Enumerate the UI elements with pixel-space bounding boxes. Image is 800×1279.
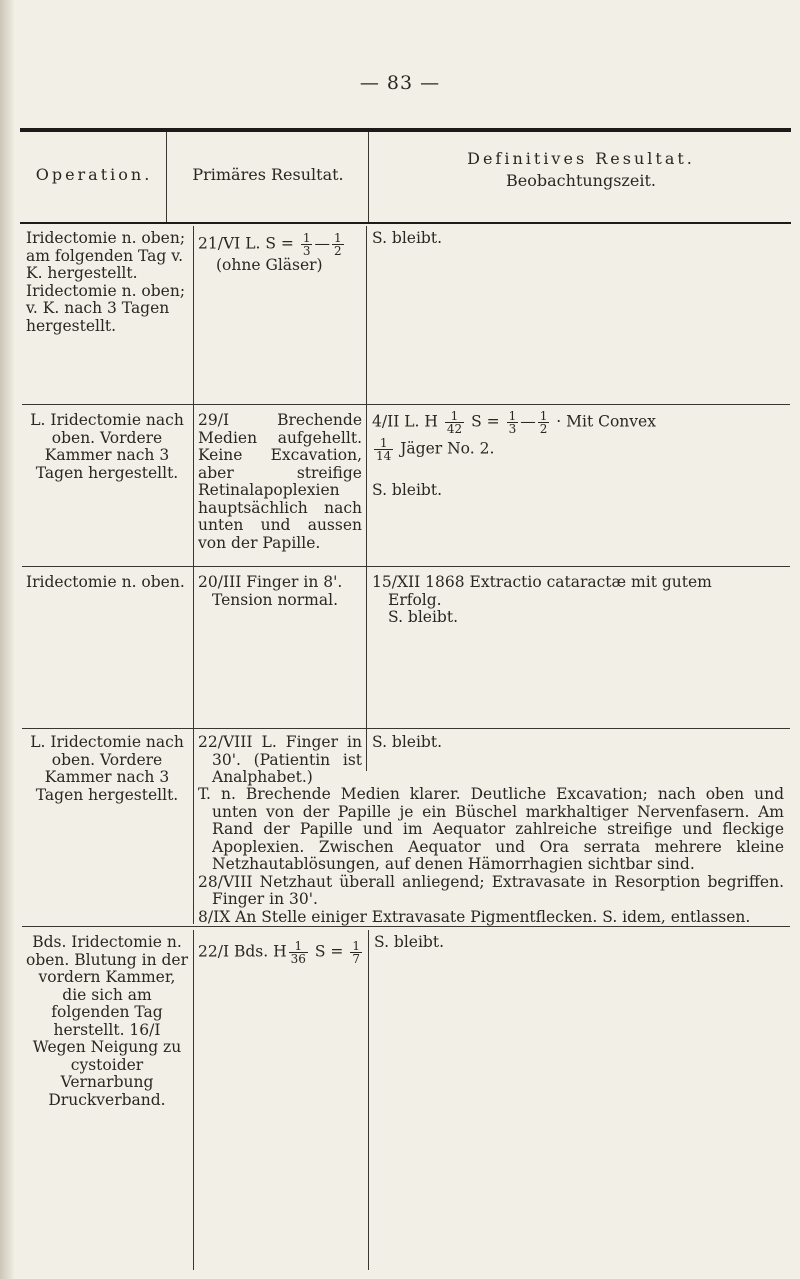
row4-note-1: T. n. Brechende Medien klarer. Deutliche Excavation; nach oben und unten von der Papille je ein Büschel markhaltiger Nervenfasern. Am Rand der Papille und im Aequator zahlreiche streifige und fleckige Apoplexien. Zwischen Aequator und Ora serrata mehrere kleine Netzhautablösungen, auf denen Hämorrhagien sichtbar sind.: [198, 785, 784, 873]
fraction-numerator: 1: [508, 409, 517, 423]
header-definitive-title: Definitives Resultat.: [467, 149, 695, 168]
row3-operation: Iridectomie n. oben.: [26, 573, 185, 591]
column-divider: [366, 226, 367, 731]
row1-primary-note: (ohne Gläser): [216, 256, 323, 274]
row-separator: [22, 728, 790, 729]
row-separator: [22, 566, 790, 567]
row4-primary: 22/VIII L. Finger in 30'. (Patientin ist Analphabet.): [198, 733, 362, 786]
fraction: [374, 437, 393, 462]
row3-definitive-line3: S. bleibt.: [388, 608, 459, 626]
fraction: [332, 232, 344, 257]
fraction: [350, 940, 362, 965]
fraction-denominator: 7: [352, 952, 360, 966]
column-divider: [368, 930, 369, 1270]
row3-primary-wrap: [198, 574, 362, 609]
row1-primary: [198, 232, 362, 275]
fraction-numerator: 1: [539, 409, 548, 423]
row4-note-3: 8/IX An Stelle einiger Extravasate Pigmentflecken. S. idem, entlassen.: [198, 907, 751, 926]
row3-definitive: [372, 574, 786, 627]
fraction: [289, 940, 308, 965]
row3-primary: 20/III Finger in 8'. Tension normal.: [198, 573, 343, 609]
page-number: — 83 —: [359, 72, 441, 94]
row1-primary-acuity: [198, 232, 362, 257]
fraction-denominator: 3: [302, 244, 311, 258]
row2-def-jaeger: Jäger No. 2.: [400, 439, 495, 458]
fraction-numerator: 1: [289, 940, 308, 953]
row1-definitive: S. bleibt.: [372, 229, 443, 247]
row4-note-2: 28/VIII Netzhaut überall anliegend; Extravasate in Resorption begriffen. Finger in 30'.: [198, 872, 784, 908]
row5-primary-s: S =: [314, 942, 344, 961]
fraction: [538, 410, 550, 435]
fraction-denominator: 36: [290, 952, 306, 966]
row2-definitive-line2: [372, 437, 786, 462]
header-primary-result: Primäres Resultat.: [192, 165, 344, 184]
fraction-denominator: 2: [539, 422, 548, 436]
fraction-numerator: 1: [302, 231, 311, 245]
row3-definitive-line1: 15/XII 1868 Extractio cataractæ mit gutem: [372, 573, 712, 591]
row1-operation: Iridectomie n. oben; am folgenden Tag v. K. hergestellt. Iridectomie n. oben; v. K. nach 3 Tagen hergestellt.: [26, 229, 186, 335]
header-observation-time: Beobachtungszeit.: [506, 171, 656, 190]
row4-notes: [198, 786, 784, 926]
row1-primary-prefix: 21/VI L. S =: [198, 234, 294, 253]
fraction-denominator: 14: [376, 449, 392, 463]
row2-def-s: S =: [471, 412, 500, 431]
fraction-denominator: 42: [446, 422, 463, 436]
column-divider: [368, 132, 369, 222]
fraction-denominator: 2: [333, 244, 342, 258]
fraction: [445, 410, 464, 435]
fraction-numerator: 1: [445, 410, 464, 423]
top-rule: [20, 128, 791, 132]
row2-def-convex: · Mit Convex: [556, 412, 656, 431]
row-separator: [22, 926, 790, 927]
row4-operation: L. Iridectomie nach oben. Vordere Kammer nach 3 Tagen hergestellt.: [30, 733, 184, 804]
column-divider: [166, 132, 167, 222]
row4-definitive: S. bleibt.: [372, 733, 443, 751]
fraction-numerator: 1: [333, 231, 342, 245]
row2-operation: L. Iridectomie nach oben. Vordere Kammer nach 3 Tagen hergestellt.: [30, 411, 184, 482]
minus-sign: —: [520, 412, 536, 431]
row2-def-prefix: 4/II L. H: [372, 412, 438, 431]
row2-definitive-line3: S. bleibt.: [372, 481, 443, 499]
column-divider: [366, 731, 367, 771]
fraction-numerator: 1: [352, 939, 360, 953]
column-divider: [193, 226, 194, 924]
row-separator: [22, 404, 790, 405]
row5-primary-prefix: 22/I Bds. H: [198, 942, 287, 961]
header-definitive: [372, 148, 790, 192]
minus-sign: —: [314, 234, 330, 253]
fraction: [507, 410, 519, 435]
row5-operation: Bds. Iridectomie n. oben. Blutung in der vordern Kammer, die sich am folgenden Tag herstellt. 16/I Wegen Neigung zu cystoider Vernarbung Druckverband.: [26, 933, 189, 1109]
header-operation: Operation.: [35, 165, 153, 184]
row5-primary: [198, 940, 364, 965]
page-edge-shadow: [0, 0, 14, 1279]
row4-primary-wrap: [198, 734, 362, 787]
fraction: [301, 232, 313, 257]
fraction-numerator: 1: [374, 437, 393, 450]
row2-definitive-line1: [372, 410, 786, 435]
row2-definitive: [372, 410, 786, 500]
column-divider: [193, 930, 194, 1270]
row2-primary: 29/I Brechende Medien aufgehellt. Keine Excavation, aber streifige Retinalapoplexien hauptsächlich nach unten und aussen von der Papille.: [198, 411, 362, 552]
row3-definitive-line2: Erfolg.: [388, 590, 442, 609]
row5-definitive: S. bleibt.: [374, 933, 445, 951]
fraction-denominator: 3: [508, 422, 517, 436]
header-rule: [20, 222, 791, 224]
